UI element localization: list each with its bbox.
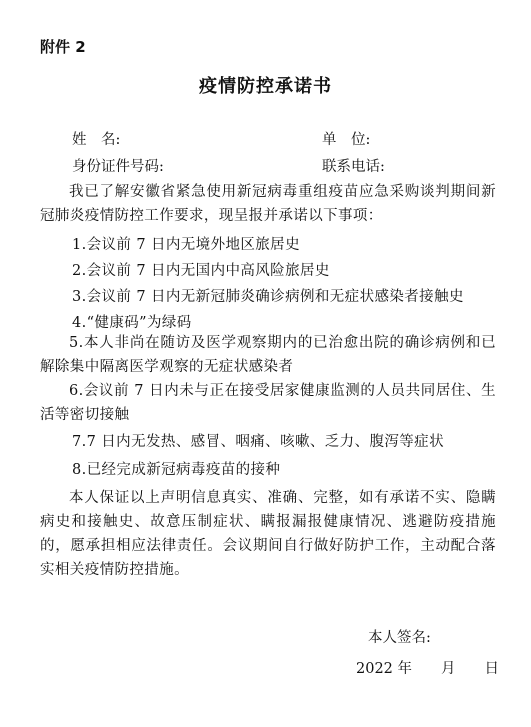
commitment-item-8: 8.已经完成新冠病毒疫苗的接种 <box>72 462 281 478</box>
commitment-item-7: 7.7 日内无发热、感冒、咽痛、咳嗽、乏力、腹泻等症状 <box>72 434 444 450</box>
document-title: 疫情防控承诺书 <box>199 76 332 97</box>
intro-paragraph: 我已了解安徽省紧急使用新冠病毒重组疫苗应急采购谈判期间新冠肺炎疫情防控工作要求，现呈报并承诺以下事项： <box>40 184 496 224</box>
commitment-item-3: 3.会议前 7 日内无新冠肺炎确诊病例和无症状感染者接触史 <box>72 289 464 305</box>
commitment-item-1: 1.会议前 7 日内无境外地区旅居史 <box>72 237 300 253</box>
closing-paragraph: 本人保证以上声明信息真实、准确、完整，如有承诺不实、隐瞒病史和接触史、故意压制症状、瞒报漏报健康情况、逃避防疫措施的，愿承担相应法律责任。会议期间自行做好防护工作，主动配合落实相关疫情防控措施。 <box>40 490 496 578</box>
commitment-item-6: 6.会议前 7 日内未与正在接受居家健康监测的人员共同居住、生活等密切接触 <box>40 383 496 423</box>
attachment-label: 附件 2 <box>40 38 86 56</box>
phone-field-label: 联系电话: <box>322 159 385 175</box>
commitment-item-5: 5.本人非尚在随访及医学观察期内的已治愈出院的确诊病例和已解除集中隔离医学观察的无症状感染者 <box>40 335 496 375</box>
commitment-item-4: 4.“健康码”为绿码 <box>72 315 192 331</box>
id-number-field-label: 身份证件号码: <box>72 159 164 175</box>
date-line: 2022 年 月 日 <box>356 661 500 677</box>
name-field-label: 姓 名: <box>72 132 121 148</box>
commitment-item-2: 2.会议前 7 日内无国内中高风险旅居史 <box>72 263 330 279</box>
signature-label: 本人签名: <box>368 630 431 646</box>
unit-field-label: 单 位: <box>322 132 371 148</box>
